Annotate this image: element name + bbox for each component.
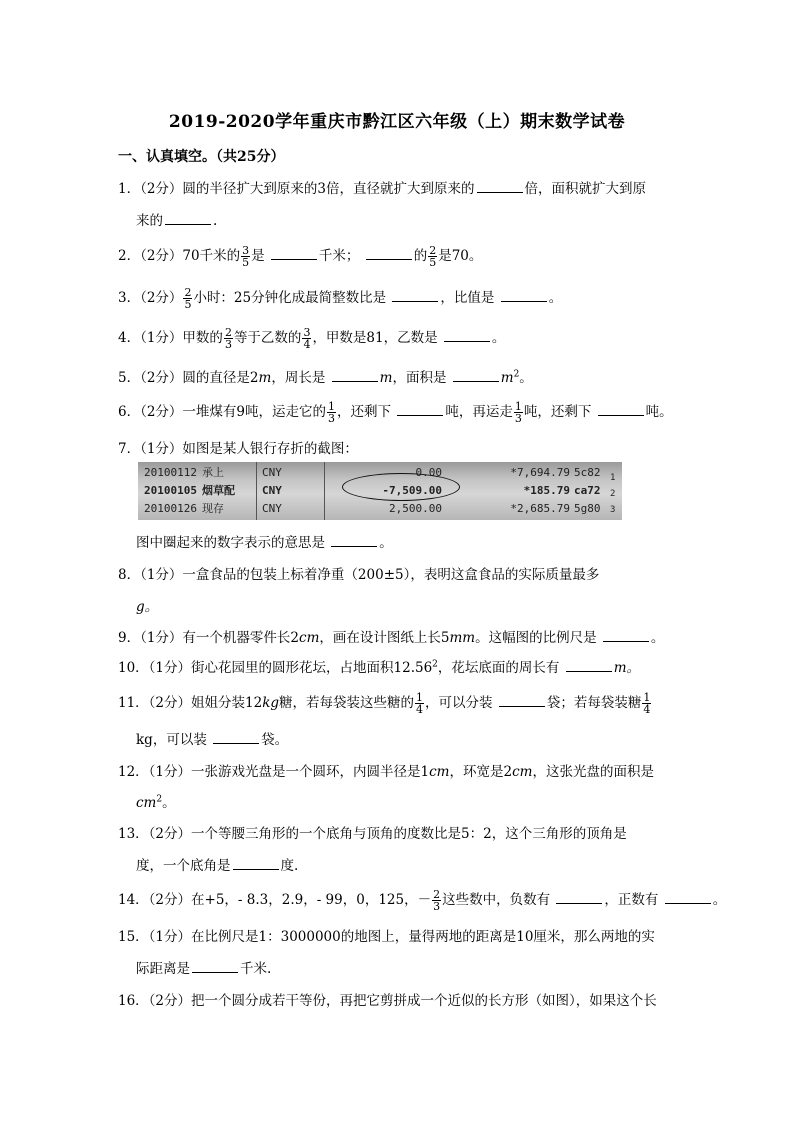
question-7: 7．（1分）如图是某人银行存折的截图： — [118, 441, 358, 457]
circled-amount-ellipse — [342, 473, 460, 501]
answer-blank[interactable] — [501, 300, 547, 302]
question-1: 1．（2分）圆的半径扩大到原来的3倍，直径就扩大到原来的 倍，面积就扩大到原 — [118, 181, 647, 197]
fraction: $\frac{1}{3}$ — [514, 400, 522, 425]
question-11-cont: kg，可以装 袋。 — [136, 732, 289, 748]
passbook-balances: *7,694.79 *185.79 *2,685.79 — [510, 466, 570, 515]
fraction: $\frac{1}{3}$ — [328, 400, 336, 425]
answer-blank[interactable] — [444, 340, 490, 342]
answer-blank[interactable] — [165, 223, 211, 225]
answer-blank[interactable] — [192, 971, 238, 973]
fraction: $\frac{3}{5}$ — [242, 244, 250, 269]
question-4: 4．（1分）甲数的 $\frac{2}{3}$ 等于乙数的 $\frac{3}{4}$ ，甲数是81，乙数是 。 — [118, 326, 506, 351]
passbook-amounts: 0.00 -7,509.00 2,500.00 — [382, 466, 442, 515]
question-1-cont: 来的 . — [136, 213, 218, 229]
answer-blank[interactable] — [556, 902, 602, 904]
question-15: 15．（1分）在比例尺是1：3000000的地图上，量得两地的距离是10厘米，那么两地的实 — [118, 929, 655, 945]
question-11: 11．（2分）姐姐分装12kg糖，若每袋装这些糖的 $\frac{1}{4}$ ，可以分装 袋；若每袋装糖 $\frac{1}{4}$ — [118, 691, 651, 716]
question-7-cont: 图中圈起来的数字表示的意思是 。 — [136, 535, 393, 551]
question-3: 3．（2分） $\frac{2}{5}$ 小时：25分钟化成最简整数比是 ，比值是 。 — [118, 286, 563, 311]
answer-blank[interactable] — [332, 380, 378, 382]
fraction: $\frac{2}{5}$ — [429, 244, 437, 269]
passbook-descriptions: 承上 烟草配 现存 — [202, 466, 235, 515]
fraction: $\frac{3}{4}$ — [303, 326, 311, 351]
answer-blank[interactable] — [233, 868, 279, 870]
answer-blank[interactable] — [331, 545, 377, 547]
fraction: $\frac{1}{4}$ — [643, 691, 651, 716]
question-2: 2．（2分）70千米的 $\frac{3}{5}$ 是 千米； 的 $\frac{2}{5}$ 是70。 — [118, 244, 483, 269]
answer-blank[interactable] — [603, 640, 649, 642]
question-12: 12．（1分）一张游戏光盘是一个圆环，内圆半径是1cm，环宽是2cm，这张光盘的面积是 — [118, 764, 654, 780]
question-8-cont: g。 — [136, 599, 159, 615]
fraction: $\frac{2}{3}$ — [433, 888, 441, 913]
answer-blank[interactable] — [499, 705, 545, 707]
fraction: $\frac{2}{5}$ — [184, 286, 192, 311]
answer-blank[interactable] — [453, 380, 499, 382]
question-16: 16．（2分）把一个圆分成若干等份，再把它剪拼成一个近似的长方形（如图），如果这个长 — [118, 993, 657, 1009]
question-10: 10．（1分）街心花园里的圆形花坛，占地面积12.56$^2$，花坛底面的周长有 m。 — [118, 659, 641, 676]
passbook-row-numbers: 1 2 3 — [610, 473, 616, 515]
question-5: 5．（2分）圆的直径是2m，周长是 m，面积是 $m^2$。 — [118, 369, 533, 386]
question-6: 6．（2分）一堆煤有9吨，运走它的 $\frac{1}{3}$ ，还剩下 吨，再运走 $\frac{1}{3}$ 吨，还剩下 吨。 — [118, 400, 673, 425]
fraction: $\frac{1}{4}$ — [416, 691, 424, 716]
answer-blank[interactable] — [366, 258, 412, 260]
question-13: 13．（2分）一个等腰三角形的一个底角与顶角的度数比是5：2，这个三角形的顶角是 — [118, 826, 627, 842]
fraction: $\frac{2}{3}$ — [224, 326, 232, 351]
passbook-codes: 5c82 ca72 5g80 — [574, 466, 601, 515]
question-8: 8．（1分）一盒食品的包装上标着净重（200±5），表明这盒食品的实际质量最多 — [118, 567, 600, 583]
section-heading: 一、认真填空。（共25分） — [118, 149, 285, 165]
question-12-cont: $cm^2$。 — [136, 794, 176, 811]
answer-blank[interactable] — [477, 191, 523, 193]
passbook-dates: 20100112 20100105 20100126 — [144, 466, 197, 515]
answer-blank[interactable] — [213, 742, 259, 744]
answer-blank[interactable] — [397, 414, 443, 416]
question-9: 9．（1分）有一个机器零件长2cm，画在设计图纸上长5mm。这幅图的比例尺是 。 — [118, 630, 665, 646]
answer-blank[interactable] — [598, 414, 644, 416]
answer-blank[interactable] — [392, 300, 438, 302]
answer-blank[interactable] — [665, 902, 711, 904]
question-13-cont: 度，一个底角是 度. — [136, 858, 299, 874]
answer-blank[interactable] — [271, 258, 317, 260]
answer-blank[interactable] — [566, 670, 612, 672]
question-15-cont: 际距离是 千米. — [136, 961, 272, 977]
passbook-currency: CNY CNY CNY — [262, 466, 282, 515]
question-14: 14．（2分）在+5，- 8.3，2.9，- 99，0，125，－ $\frac{2}{3}$ 这些数中，负数有 ，正数有 。 — [118, 888, 727, 913]
page-title: 2019-2020学年重庆市黔江区六年级（上）期末数学试卷 — [168, 112, 626, 132]
